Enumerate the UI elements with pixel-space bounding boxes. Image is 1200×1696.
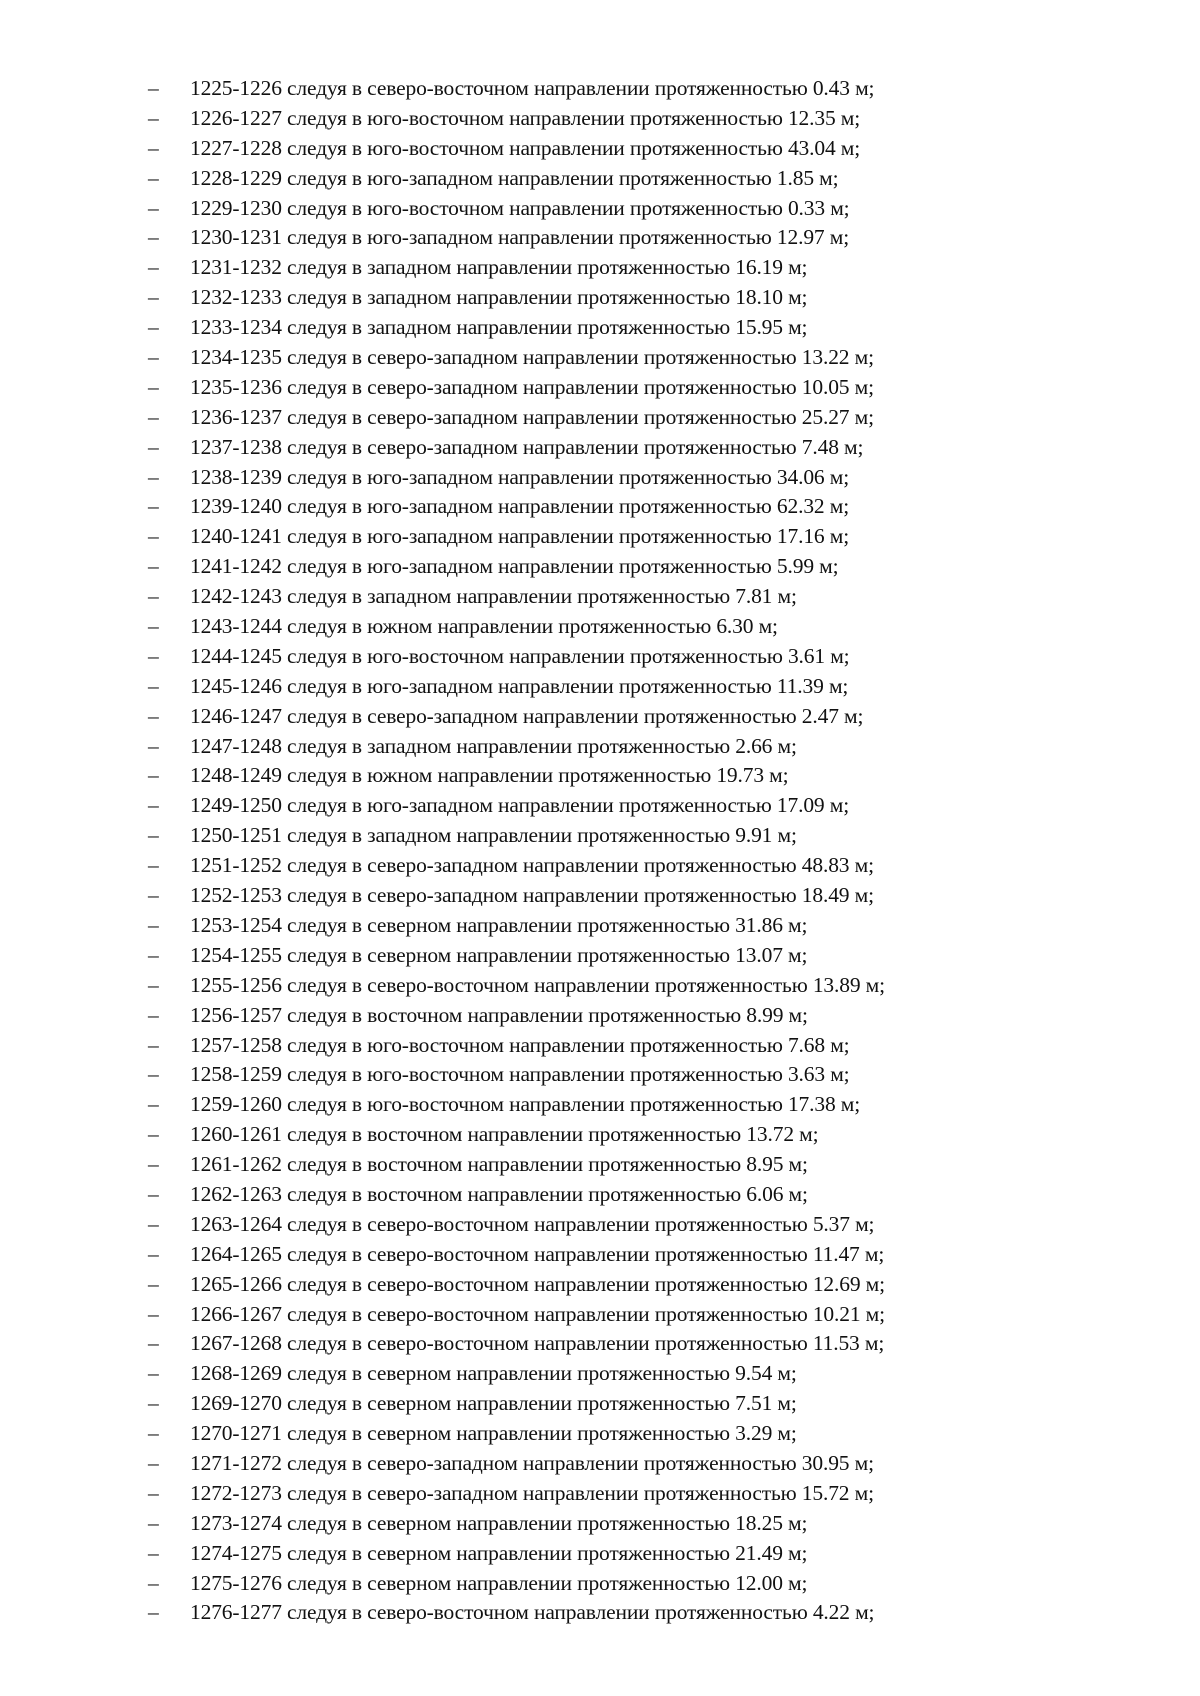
list-item-text: 1252-1253 следуя в северо-западном направлении протяженностью 18.49 м; [190,883,874,908]
list-bullet: – [148,614,159,639]
list-item-text: 1226-1227 следуя в юго-восточном направлении протяженностью 12.35 м; [190,105,861,130]
list-bullet: – [148,972,159,997]
list-item-text: 1243-1244 следуя в южном направлении протяженностью 6.30 м; [190,614,778,639]
list-bullet: – [148,1450,159,1475]
list-bullet: – [148,883,159,908]
list-item-text: 1261-1262 следуя в восточном направлении протяженностью 8.95 м; [190,1152,808,1177]
list-item [0,1300,1200,1330]
list-bullet: – [148,524,159,549]
list-item [0,552,1200,582]
list-bullet: – [148,703,159,728]
list-item [0,223,1200,253]
list-item-text: 1265-1266 следуя в северо-восточном направлении протяженностью 12.69 м; [190,1271,885,1296]
list-item-text: 1264-1265 следуя в северо-восточном направлении протяженностью 11.47 м; [190,1241,885,1266]
list-item [0,1389,1200,1419]
list-item [0,1598,1200,1628]
list-item [0,851,1200,881]
list-item-text: 1257-1258 следуя в юго-восточном направлении протяженностью 7.68 м; [190,1032,850,1057]
list-item [0,1569,1200,1599]
list-item [0,194,1200,224]
list-bullet: – [148,673,159,698]
list-item-text: 1232-1233 следуя в западном направлении протяженностью 18.10 м; [190,285,808,310]
list-item-text: 1238-1239 следуя в юго-западном направлении протяженностью 34.06 м; [190,464,850,489]
list-bullet: – [148,1391,159,1416]
list-item-text: 1255-1256 следуя в северо-восточном направлении протяженностью 13.89 м; [190,972,885,997]
list-bullet: – [148,464,159,489]
list-item [0,881,1200,911]
list-item-text: 1272-1273 следуя в северо-западном направлении протяженностью 15.72 м; [190,1480,874,1505]
list-bullet: – [148,76,159,100]
boundary-segment-list [0,74,1200,1628]
list-bullet: – [148,853,159,878]
list-item [0,612,1200,642]
list-item-text: 1250-1251 следуя в западном направлении протяженностью 9.91 м; [190,823,797,848]
list-item [0,463,1200,493]
list-bullet: – [148,942,159,967]
list-item [0,732,1200,762]
list-item-text: 1260-1261 следуя в восточном направлении протяженностью 13.72 м; [190,1122,819,1147]
list-item-text: 1251-1252 следуя в северо-западном направлении протяженностью 48.83 м; [190,853,874,878]
list-item [0,821,1200,851]
list-item [0,1031,1200,1061]
list-item-text: 1246-1247 следуя в северо-западном направлении протяженностью 2.47 м; [190,703,864,728]
list-bullet: – [148,1301,159,1326]
list-item [0,672,1200,702]
list-bullet: – [148,255,159,280]
list-bullet: – [148,1181,159,1206]
list-bullet: – [148,494,159,519]
list-item [0,343,1200,373]
list-bullet: – [148,404,159,429]
list-item-text: 1258-1259 следуя в юго-восточном направлении протяженностью 3.63 м; [190,1062,850,1087]
list-item-text: 1228-1229 следуя в юго-западном направлении протяженностью 1.85 м; [190,165,839,190]
list-item-text: 1242-1243 следуя в западном направлении протяженностью 7.81 м; [190,584,797,609]
list-bullet: – [148,823,159,848]
list-bullet: – [148,1331,159,1356]
list-bullet: – [148,1271,159,1296]
list-bullet: – [148,374,159,399]
list-bullet: – [148,1032,159,1057]
list-bullet: – [148,1421,159,1446]
list-item [0,911,1200,941]
list-item [0,253,1200,283]
list-item-text: 1259-1260 следуя в юго-восточном направлении протяженностью 17.38 м; [190,1092,861,1117]
list-item-text: 1225-1226 следуя в северо-восточном направлении протяженностью 0.43 м; [190,76,875,100]
list-item-text: 1236-1237 следуя в северо-западном направлении протяженностью 25.27 м; [190,404,874,429]
list-item-text: 1267-1268 следуя в северо-восточном направлении протяженностью 11.53 м; [190,1331,885,1356]
list-item [0,1479,1200,1509]
list-item-text: 1254-1255 следуя в северном направлении протяженностью 13.07 м; [190,942,808,967]
list-bullet: – [148,195,159,220]
list-bullet: – [148,733,159,758]
list-item [0,313,1200,343]
list-item [0,492,1200,522]
list-bullet: – [148,1211,159,1236]
list-bullet: – [148,1540,159,1565]
list-item [0,1419,1200,1449]
list-item-text: 1268-1269 следуя в северном направлении протяженностью 9.54 м; [190,1361,797,1386]
list-item-text: 1266-1267 следуя в северо-восточном направлении протяженностью 10.21 м; [190,1301,885,1326]
list-bullet: – [148,1092,159,1117]
list-bullet: – [148,1002,159,1027]
list-item [0,373,1200,403]
list-item-text: 1253-1254 следуя в северном направлении протяженностью 31.86 м; [190,912,808,937]
list-item-text: 1233-1234 следуя в западном направлении протяженностью 15.95 м; [190,315,808,340]
list-bullet: – [148,225,159,250]
list-item-text: 1237-1238 следуя в северо-западном направлении протяженностью 7.48 м; [190,434,864,459]
list-item-text: 1241-1242 следуя в юго-западном направлении протяженностью 5.99 м; [190,554,839,579]
list-item-text: 1235-1236 следуя в северо-западном направлении протяженностью 10.05 м; [190,374,874,399]
list-item [0,761,1200,791]
list-item-text: 1271-1272 следуя в северо-западном направлении протяженностью 30.95 м; [190,1450,874,1475]
list-item [0,642,1200,672]
list-item [0,104,1200,134]
list-item-text: 1244-1245 следуя в юго-восточном направлении протяженностью 3.61 м; [190,643,850,668]
list-item [0,941,1200,971]
list-item-text: 1276-1277 следуя в северо-восточном направлении протяженностью 4.22 м; [190,1600,875,1625]
list-item [0,1539,1200,1569]
list-item [0,522,1200,552]
list-item-text: 1229-1230 следуя в юго-восточном направлении протяженностью 0.33 м; [190,195,850,220]
list-item [0,1120,1200,1150]
list-item [0,403,1200,433]
list-item [0,1060,1200,1090]
list-bullet: – [148,1361,159,1386]
list-item [0,1329,1200,1359]
list-item-text: 1240-1241 следуя в юго-западном направлении протяженностью 17.16 м; [190,524,850,549]
list-item-text: 1249-1250 следуя в юго-западном направлении протяженностью 17.09 м; [190,793,850,818]
list-item [0,1240,1200,1270]
list-item-text: 1274-1275 следуя в северном направлении протяженностью 21.49 м; [190,1540,808,1565]
list-item-text: 1234-1235 следуя в северо-западном направлении протяженностью 13.22 м; [190,345,874,370]
list-bullet: – [148,1510,159,1535]
list-item [0,74,1200,104]
list-item [0,1270,1200,1300]
list-item [0,582,1200,612]
list-item [0,1359,1200,1389]
list-item [0,702,1200,732]
list-item [0,1449,1200,1479]
list-item-text: 1275-1276 следуя в северном направлении протяженностью 12.00 м; [190,1570,808,1595]
list-item-text: 1269-1270 следуя в северном направлении протяженностью 7.51 м; [190,1391,797,1416]
list-item-text: 1239-1240 следуя в юго-западном направлении протяженностью 62.32 м; [190,494,850,519]
list-item-text: 1231-1232 следуя в западном направлении протяженностью 16.19 м; [190,255,808,280]
list-item-text: 1263-1264 следуя в северо-восточном направлении протяженностью 5.37 м; [190,1211,875,1236]
list-item-text: 1245-1246 следуя в юго-западном направлении протяженностью 11.39 м; [190,673,849,698]
list-item [0,1001,1200,1031]
list-bullet: – [148,1062,159,1087]
list-bullet: – [148,105,159,130]
list-item [0,791,1200,821]
list-bullet: – [148,1570,159,1595]
list-bullet: – [148,165,159,190]
list-bullet: – [148,763,159,788]
list-item [0,164,1200,194]
list-item [0,1180,1200,1210]
list-bullet: – [148,345,159,370]
list-item-text: 1230-1231 следуя в юго-западном направлении протяженностью 12.97 м; [190,225,850,250]
list-bullet: – [148,554,159,579]
list-item [0,1150,1200,1180]
list-item-text: 1248-1249 следуя в южном направлении протяженностью 19.73 м; [190,763,789,788]
list-item-text: 1262-1263 следуя в восточном направлении протяженностью 6.06 м; [190,1181,808,1206]
list-bullet: – [148,1122,159,1147]
list-bullet: – [148,584,159,609]
list-item-text: 1270-1271 следуя в северном направлении протяженностью 3.29 м; [190,1421,797,1446]
list-item [0,1210,1200,1240]
list-bullet: – [148,1480,159,1505]
list-bullet: – [148,1241,159,1266]
list-bullet: – [148,1152,159,1177]
list-item [0,283,1200,313]
list-bullet: – [148,1600,159,1625]
list-item-text: 1273-1274 следуя в северном направлении протяженностью 18.25 м; [190,1510,808,1535]
list-item-text: 1256-1257 следуя в восточном направлении протяженностью 8.99 м; [190,1002,808,1027]
list-item-text: 1227-1228 следуя в юго-восточном направлении протяженностью 43.04 м; [190,135,861,160]
list-item [0,971,1200,1001]
list-item [0,1090,1200,1120]
list-item [0,433,1200,463]
list-bullet: – [148,315,159,340]
list-item [0,1509,1200,1539]
list-bullet: – [148,912,159,937]
list-bullet: – [148,793,159,818]
list-bullet: – [148,285,159,310]
list-bullet: – [148,643,159,668]
list-item [0,134,1200,164]
list-bullet: – [148,135,159,160]
list-bullet: – [148,434,159,459]
list-item-text: 1247-1248 следуя в западном направлении протяженностью 2.66 м; [190,733,797,758]
